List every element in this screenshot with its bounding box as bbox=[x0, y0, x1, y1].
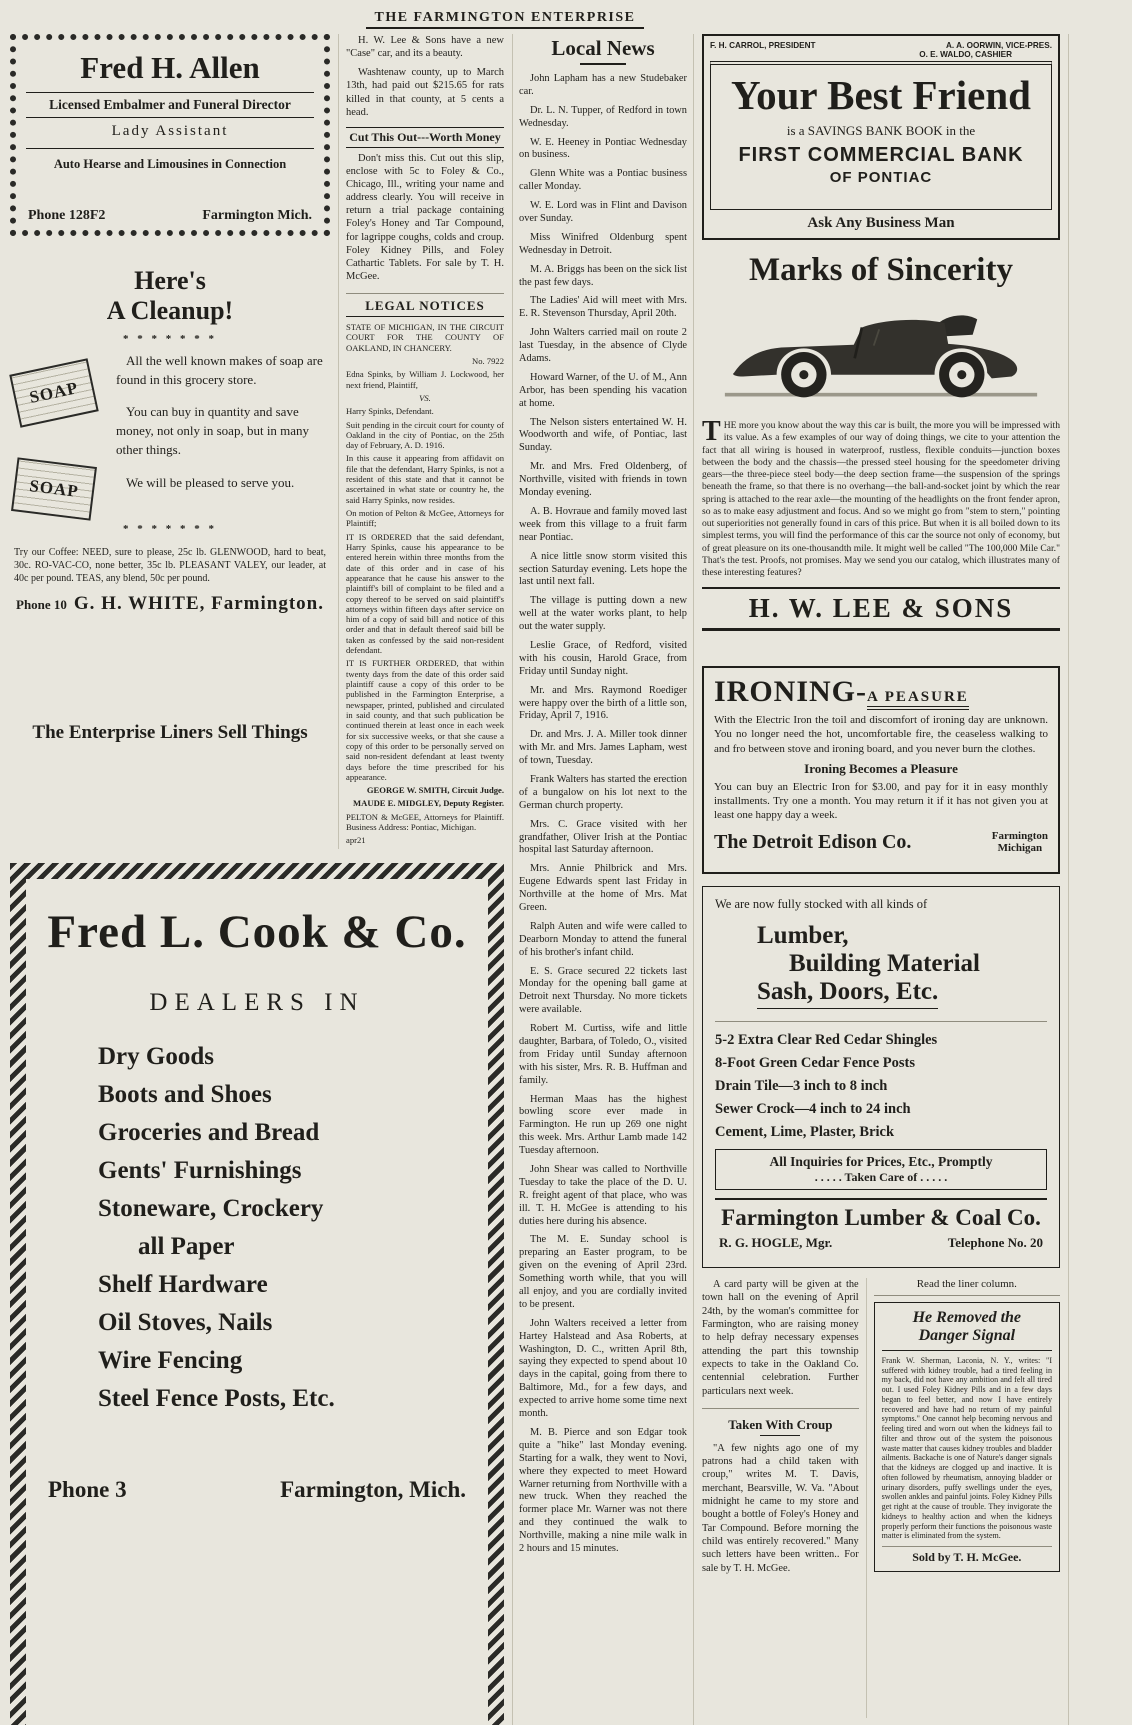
news-item: E. S. Grace secured 22 tickets last Monday for the opening ball game at Detroit next Thursday. No more tickets were available. bbox=[519, 965, 687, 1016]
danger-title-line1: He Removed the bbox=[912, 1309, 1022, 1326]
cook-ad-item: Shelf Hardware bbox=[98, 1270, 268, 1298]
croup-title: Taken With Croup bbox=[702, 1408, 859, 1433]
card-party-notice: A card party will be given at the town hall on the evening of April 24th, by the woman's committee for Farmington, who are raising money to help defray necessary expenses attending the part this township expects to take in the Oakland Co. centennial celebration. Further particulars next week. bbox=[702, 1279, 859, 1397]
lumber-item: 8-Foot Green Cedar Fence Posts bbox=[715, 1055, 915, 1071]
news-item: Mrs. Annie Philbrick and Mrs. Eugene Edwards spent last Friday in Northville at the home of Mrs. Mat Green. bbox=[519, 863, 687, 913]
lumber-company-name: Farmington Lumber & Coal Co. bbox=[715, 1198, 1047, 1231]
edison-city: Farmington bbox=[991, 829, 1048, 842]
cook-ad-item: Steel Fence Posts, Etc. bbox=[98, 1384, 335, 1412]
page-right-margin bbox=[1068, 34, 1122, 1725]
cleanup-soap-ad bbox=[10, 260, 330, 708]
bank-ad bbox=[702, 34, 1060, 240]
legal-paragraph: Edna Spinks, by William J. Lockwood, her next friend, Plaintiff, bbox=[346, 369, 504, 390]
cook-ad-item: all Paper bbox=[138, 1232, 235, 1260]
news-item: Howard Warner, of the U. of M., Ann Arbor, has been spending his vacation at home. bbox=[519, 371, 687, 409]
allen-ad-title: Fred H. Allen bbox=[80, 50, 260, 85]
column-1 bbox=[10, 34, 330, 849]
cook-ad-name: Fred L. Cook & Co. bbox=[47, 905, 467, 958]
cleanup-title-line1: Here's bbox=[134, 266, 206, 295]
sincerity-title: Marks of Sincerity bbox=[749, 252, 1013, 288]
bottom-right-subcolumn bbox=[867, 1278, 1060, 1718]
cook-ad-city: Farmington, Mich. bbox=[280, 1476, 466, 1502]
masthead bbox=[0, 0, 1010, 26]
ironing-title: IRONING- bbox=[714, 675, 868, 708]
legal-paragraph: GEORGE W. SMITH, Circuit Judge. bbox=[366, 785, 504, 796]
legal-paragraph: apr21 bbox=[346, 835, 366, 846]
bank-officer: A. A. OORWIN, VICE-PRES. bbox=[946, 41, 1052, 50]
bank-city: OF PONTIAC bbox=[829, 169, 933, 186]
edison-state: Michigan bbox=[997, 841, 1043, 854]
news-item: John Walters received a letter from Hartey Halstead and Asa Roberts, at Washington, D. C., written April 8th, saying they expected to spend about 10 days in the capital, going from there to Baltimore, Md., for a few days, and expected to arrive home some time next month. bbox=[519, 1317, 687, 1420]
lumber-product-line: Building Material bbox=[789, 950, 980, 977]
bank-name: FIRST COMMERCIAL BANK bbox=[738, 144, 1024, 166]
lumber-item: Drain Tile—3 inch to 8 inch bbox=[715, 1078, 888, 1094]
cleanup-ad-footer bbox=[14, 593, 326, 615]
left-region bbox=[10, 34, 504, 1725]
allen-ad-footer bbox=[26, 202, 314, 224]
bank-ad-footer: Ask Any Business Man bbox=[807, 215, 955, 231]
allen-ad-city: Farmington Mich. bbox=[202, 208, 312, 223]
liner-column-note: Read the liner column. bbox=[874, 1278, 1060, 1296]
bottom-right-section bbox=[702, 1278, 1060, 1718]
ornament-row: * * * * * * * bbox=[123, 332, 217, 345]
edison-company-name: The Detroit Edison Co. bbox=[714, 830, 912, 853]
soap-box-icon: SOAP bbox=[9, 358, 98, 427]
cook-ad-item: Wire Fencing bbox=[98, 1346, 243, 1374]
news-item: Mr. and Mrs. Fred Oldenberg, of Northville, visited with friends in town Monday evening. bbox=[519, 461, 687, 499]
fred-allen-ad bbox=[10, 34, 330, 236]
danger-title-box bbox=[882, 1309, 1052, 1351]
ironing-subhead: Ironing Becomes a Pleasure bbox=[804, 760, 958, 776]
local-news-title: Local News bbox=[551, 36, 655, 60]
liners-headline: The Enterprise Liners Sell Things bbox=[32, 722, 308, 743]
news-item: W. E. Heeney in Pontiac Wednesday on business. bbox=[519, 136, 687, 161]
cook-ad-item: Stoneware, Crockery bbox=[98, 1194, 324, 1222]
legal-paragraph: In this cause it appearing from affidavit on file that the defendant, Harry Spinks, is not a resident of this state and that it cannot be ascertained in what state or country he, the said Harry Spinks, now resides. bbox=[346, 453, 504, 505]
news-item: Robert M. Curtiss, wife and little daughter, Barbara, of Toledo, O., visited from Friday until Sunday afternoon with his sister, Mrs. R. B. Huffman and family. bbox=[519, 1023, 687, 1086]
cut-this-out-notice bbox=[346, 127, 504, 283]
sincerity-body bbox=[702, 416, 1060, 579]
cleanup-ad-title bbox=[14, 266, 326, 326]
news-item: Dr. and Mrs. J. A. Miller took dinner with Mr. and Mrs. James Lapham, west of town, Tuesday. bbox=[519, 729, 687, 767]
news-item: M. A. Briggs has been on the sick list the past few days. bbox=[519, 263, 687, 288]
legal-notice-body bbox=[346, 322, 504, 846]
legal-paragraph: PELTON & McGEE, Attorneys for Plaintiff. Business Address: Pontiac, Michigan. bbox=[346, 811, 504, 833]
detroit-edison-ad bbox=[702, 666, 1060, 874]
allen-ad-services: Auto Hearse and Limousines in Connection bbox=[26, 148, 314, 172]
bank-ad-line: is a SAVINGS BANK BOOK in the bbox=[786, 123, 976, 138]
ironing-footer bbox=[714, 830, 1048, 854]
masthead-title: THE FARMINGTON ENTERPRISE bbox=[366, 10, 643, 29]
lumber-footer bbox=[715, 1235, 1047, 1251]
lumber-items-list bbox=[715, 1021, 1047, 1141]
inquiries-line2: . . . . . Taken Care of . . . . . bbox=[814, 1170, 948, 1184]
news-item: Mr. and Mrs. Raymond Roediger were happy over the birth of a little son, Friday, April 7, 1916. bbox=[519, 684, 687, 722]
cook-ad-item: Oil Stoves, Nails bbox=[98, 1308, 273, 1336]
legal-paragraph: Suit pending in the circuit court for county of Oakland in the city of Pontiac, on the 25th day of February, A. D. 1916. bbox=[346, 419, 504, 451]
cleanup-ad-store: G. H. WHITE, Farmington. bbox=[73, 592, 324, 614]
edison-location bbox=[992, 830, 1048, 854]
lumber-item: Sewer Crock—4 inch to 24 inch bbox=[715, 1101, 911, 1117]
news-brief: H. W. Lee & Sons have a new "Case" car, and its a beauty. bbox=[346, 35, 504, 60]
legal-paragraph: No. 7922 bbox=[472, 355, 504, 366]
allen-ad-assistant: Lady Assistant bbox=[111, 123, 229, 139]
cleanup-paragraph: We will be pleased to serve you. bbox=[126, 475, 295, 490]
car-illustration bbox=[702, 293, 1060, 416]
ironing-title-sub: A PEASURE bbox=[867, 689, 969, 710]
danger-title-line2: Danger Signal bbox=[918, 1327, 1016, 1345]
cook-ad-item: Groceries and Bread bbox=[98, 1118, 320, 1146]
cook-ad-footer bbox=[42, 1477, 472, 1503]
ironing-paragraph: With the Electric Iron the toil and discomfort of ironing day are unknown. You no longer need the hot, uncomfortable fire, the ceaseless walking to and fro between stove and ironing board, and you never burn the clothes. bbox=[714, 714, 1048, 755]
cutout-body: Don't miss this. Cut out this slip, enclose with 5c to Foley & Co., Chicago, Ill., writing your name and address clearly. You will receive in return a trial package containing Foley's Honey and Tar Compound, for lagrippe coughs, colds and croup. Foley Kidney Pills, and Foley Cathartic Tablets. For sale by T. H. McGee. bbox=[346, 152, 504, 282]
lumber-manager: R. G. HOGLE, Mgr. bbox=[719, 1235, 833, 1250]
news-item: Mrs. C. Grace visited with her grandfather, Oliver Irish at the Pontiac hospital last Saturday afternoon. bbox=[519, 818, 687, 856]
cleanup-ad-middle bbox=[14, 352, 326, 516]
title-rule bbox=[580, 63, 626, 65]
sincerity-text: HE more you know about the way this car is built, the more you will be impressed with its value. As a few examples of our way of doing things, we cite to your attention the fact that all wiring is housed in waterproof, rustless, flexible conduits—junction boxes between the body and the chassis—the pressed steel housing for the speedometer driving gears—the three-piece steel body—the deep section frame—the suspension of the springs beneath the frame, so that there is no overhang—the ball-and-socket joint by which the rear spring is attached to the rear axle—the mounting of the headlights on the front fender apron, so as to make easy adjustment and focus. And so we might go from "stem to stern," pointing out superiorities not generally found in cars of this price. But when it is all boiled down to its simplest terms, you will find the performance of this car the source not only of economy, but of great pleasure on its one-thousandth mile. It might well be called "The 100,000 Mile Car." That's the test. Proofs, not promises. May we send you our catalog, which illustrates many of these interesting features? bbox=[702, 420, 1060, 579]
legal-paragraph: IT IS ORDERED that the said defendant, Harry Spinks, cause his appearance to be entered herein within three months from the date of this order and in case of his appearance that he cause his answer to the plaintiff's bill of complaint to be filed and a copy thereof to be served on said plaintiff's attorneys within fifteen days after service on him of a copy of said bill and notice of this order and that in default thereof said bill be taken as confessed by the said non-resident defendant. bbox=[346, 531, 504, 656]
legal-paragraph: MAUDE E. MIDGLEY, Deputy Register. bbox=[353, 798, 504, 809]
legal-paragraph: STATE OF MICHIGAN, IN THE CIRCUIT COURT FOR THE COUNTY OF OAKLAND, IN CHANCERY. bbox=[346, 322, 504, 353]
news-item: The village is putting down a new well at the water works plant, to help out the water supply. bbox=[519, 595, 687, 633]
danger-body-text: Frank W. Sherman, Laconia, N. Y., writes: "I suffered with kidney trouble, had a tired feeling in my back, did not have any ambition and felt all tired out. I used Foley Kidney Pills and in a few days began to feel better, and now I have entirely recovered and have had no return of my painful symptoms." One cannot help becoming nervous and feeling tired and worn out when the kidneys fail to filter and throw out of the system the poisonous waste matter that causes kidney troubles and bladder ailments. Backache is one of Nature's danger signals that the kidneys are clogged up and inactive. It is often followed by rheumatism, annoying bladder or urinary disorders, puffy swellings under the eyes, swollen ankles and painful joints. Foley Kidney Pills get right at the cause of trouble. They invigorate the kidneys to healthy action and when the kidneys properly perform their functions the poisonous waste matter is eliminated from the system. bbox=[881, 1355, 1052, 1541]
croup-body: "A few nights ago one of my patrons had a child taken with croup," writes M. T. Davis, merchant, Bearsville, W. Va. "About midnight he came to my store and bought a bottle of Foley's Honey and Tar Compound. Before morning the child was entirely recovered." Many such letters have been written.. For sale by T. H. McGee. bbox=[702, 1442, 859, 1574]
news-item: The Ladies' Aid will meet with Mrs. E. R. Stevenson Thursday, April 20th. bbox=[519, 295, 687, 320]
news-item: Frank Walters has started the erection of a bungalow on his lot next to the German church property. bbox=[519, 773, 687, 811]
news-item: Herman Maas has the highest bowling score ever made in Farmington. He run up 269 one night this week. Mrs. Arthur Lamb made 142 Tuesday afternoon. bbox=[519, 1093, 687, 1157]
fred-cook-ad bbox=[10, 863, 504, 1725]
left-top-row bbox=[10, 34, 504, 849]
ornament-row: * * * * * * * bbox=[123, 522, 217, 535]
sincerity-signature: H. W. LEE & SONS bbox=[702, 587, 1060, 631]
cook-ad-item: Dry Goods bbox=[98, 1042, 214, 1070]
legal-paragraph: On motion of Pelton & McGee, Attorneys for Plaintiff; bbox=[346, 508, 504, 529]
danger-sold-by: Sold by T. H. McGee. bbox=[882, 1546, 1052, 1565]
allen-ad-phone: Phone 128F2 bbox=[28, 208, 106, 223]
cleanup-paragraph: All the well known makes of soap are found in this grocery store. bbox=[116, 352, 323, 387]
local-news-column bbox=[512, 34, 694, 1725]
news-item: A. B. Hovraue and family moved last week from this village to a fruit farm near Pontiac. bbox=[519, 505, 687, 543]
news-item: Glenn White was a Pontiac business caller Monday. bbox=[519, 168, 687, 193]
danger-signal-ad bbox=[874, 1302, 1060, 1572]
cook-ad-item: Gents' Furnishings bbox=[98, 1156, 302, 1184]
cook-ad-items bbox=[42, 1033, 472, 1413]
lumber-product-line: Lumber, bbox=[757, 922, 849, 949]
news-item: Leslie Grace, of Redford, visited with his cousin, Harold Grace, from Friday until Sunday night. bbox=[519, 639, 687, 677]
cleanup-ad-phone: Phone 10 bbox=[16, 596, 67, 612]
cleanup-paragraph: You can buy in quantity and save money, not only in soap, but in many other things. bbox=[116, 404, 310, 458]
coffee-offer-text: Try our Coffee: NEED, sure to please, 25c lb. GLENWOOD, hard to beat, 30c. RO-VAC-CO, none better, 35c lb. PLEASANT VALEY, our leader, at 40c per pound. TEAS, any blend, 50c per pound. bbox=[14, 546, 326, 584]
news-item: John Lapham has a new Studebaker car. bbox=[519, 73, 687, 97]
lumber-item: Cement, Lime, Plaster, Brick bbox=[715, 1124, 895, 1140]
bank-ad-inner-box bbox=[710, 61, 1052, 210]
lumber-telephone: Telephone No. 20 bbox=[947, 1235, 1043, 1250]
news-item: Dr. L. N. Tupper, of Redford in town Wednesday. bbox=[519, 104, 687, 129]
cleanup-title-line2: A Cleanup! bbox=[106, 295, 234, 325]
news-item: Miss Winifred Oldenburg spent Wednesday in Detroit. bbox=[519, 231, 687, 256]
news-brief: Washtenaw county, up to March 13th, had paid out $215.65 for rats killed in that county, at 5 cents a head. bbox=[346, 67, 504, 118]
ironing-paragraph: You can buy an Electric Iron for $3.00, and pay for it in easy monthly installments. Try one a month. You may return it if it has not given you at least one happy day a week. bbox=[714, 780, 1048, 822]
cook-ad-item: Boots and Shoes bbox=[98, 1080, 272, 1108]
soap-graphics bbox=[14, 352, 106, 516]
drop-cap: T bbox=[702, 416, 721, 447]
title-rule bbox=[760, 1435, 800, 1436]
columns bbox=[0, 26, 1132, 1725]
bank-officer: O. E. WALDO, CASHIER bbox=[919, 50, 1012, 59]
news-item: John Shear was called to Northville Tuesday to take the place of the D. U. R. freight agent of that place, who was ill. T. H. McGee is attending to his duties here during his absence. bbox=[519, 1164, 687, 1227]
cook-ad-phone: Phone 3 bbox=[48, 1476, 127, 1502]
legal-paragraph: Harry Spinks, Defendant. bbox=[346, 406, 434, 417]
ironing-headline bbox=[714, 675, 1048, 709]
lumber-product-line: Sash, Doors, Etc. bbox=[757, 978, 938, 1009]
news-item: The M. E. Sunday school is preparing an Easter program, to be given on the evening of April 23rd. Something worth while, that you will all enjoy, and you are cordially invited to be present. bbox=[519, 1234, 687, 1310]
cook-ad-dealers-in: DEALERS IN bbox=[149, 988, 365, 1016]
marks-of-sincerity-ad bbox=[702, 252, 1060, 654]
news-item: John Walters carried mail on route 2 last Tuesday, in the absence of Clyde Adams. bbox=[519, 327, 687, 365]
news-item: M. B. Pierce and son Edgar took quite a "hike" last Monday evening. Starting for a walk, they went to Novi, where they expected to meet Howard Warner returning from Northville with a new truck. When they reached the former place Mr. Warner was not there and they continued the walk to Northville, making a nine mile walk in 2 hours and 15 minutes. bbox=[519, 1426, 687, 1554]
column-4 bbox=[702, 34, 1060, 1725]
legal-paragraph: VS. bbox=[419, 392, 431, 403]
local-news-list bbox=[519, 73, 687, 1556]
bank-officers-row bbox=[710, 41, 1052, 50]
legal-notices-title: LEGAL NOTICES bbox=[346, 298, 504, 317]
legal-paragraph: IT IS FURTHER ORDERED, that within twenty days from the date of this order said plaintiff cause a copy of this order to be published in the Farmington Enterprise, a newspaper, printed, published and circulated in said county, and that such publication be continued therein at least once in each week for six successive weeks, or that she cause a copy of this order to be personally served on said non-resident defendant at least twenty days before the time prescribed for his appearance. bbox=[346, 658, 504, 782]
inquiries-box bbox=[715, 1149, 1047, 1190]
soap-box-icon: SOAP bbox=[11, 457, 97, 520]
lumber-intro: We are now fully stocked with all kinds of bbox=[715, 897, 928, 911]
news-item: A nice little snow storm visited this section Saturday evening. Lets hope the last until next fall. bbox=[519, 550, 687, 588]
bank-officer: F. H. CARROL, PRESIDENT bbox=[710, 41, 816, 50]
news-item: Ralph Auten and wife were called to Dearborn Monday to attend the funeral of his brother's infant child. bbox=[519, 920, 687, 958]
lumber-item: 5-2 Extra Clear Red Cedar Shingles bbox=[715, 1032, 938, 1048]
allen-ad-subtitle: Licensed Embalmer and Funeral Director bbox=[26, 92, 314, 118]
bank-ad-headline: Your Best Friend bbox=[731, 72, 1031, 118]
legal-notices-section bbox=[346, 293, 504, 846]
cleanup-ad-paragraphs bbox=[116, 352, 326, 516]
column-2 bbox=[338, 34, 504, 849]
news-item: W. E. Lord was in Flint and Davison over Sunday. bbox=[519, 200, 687, 225]
inquiries-line1: All Inquiries for Prices, Etc., Promptly bbox=[769, 1154, 993, 1169]
news-item: The Nelson sisters entertained W. H. Woodworth and wife, of Pontiac, last Sunday. bbox=[519, 416, 687, 454]
bottom-left-subcolumn bbox=[702, 1278, 867, 1718]
lumber-coal-ad bbox=[702, 886, 1060, 1268]
cutout-title: Cut This Out---Worth Money bbox=[346, 127, 504, 148]
